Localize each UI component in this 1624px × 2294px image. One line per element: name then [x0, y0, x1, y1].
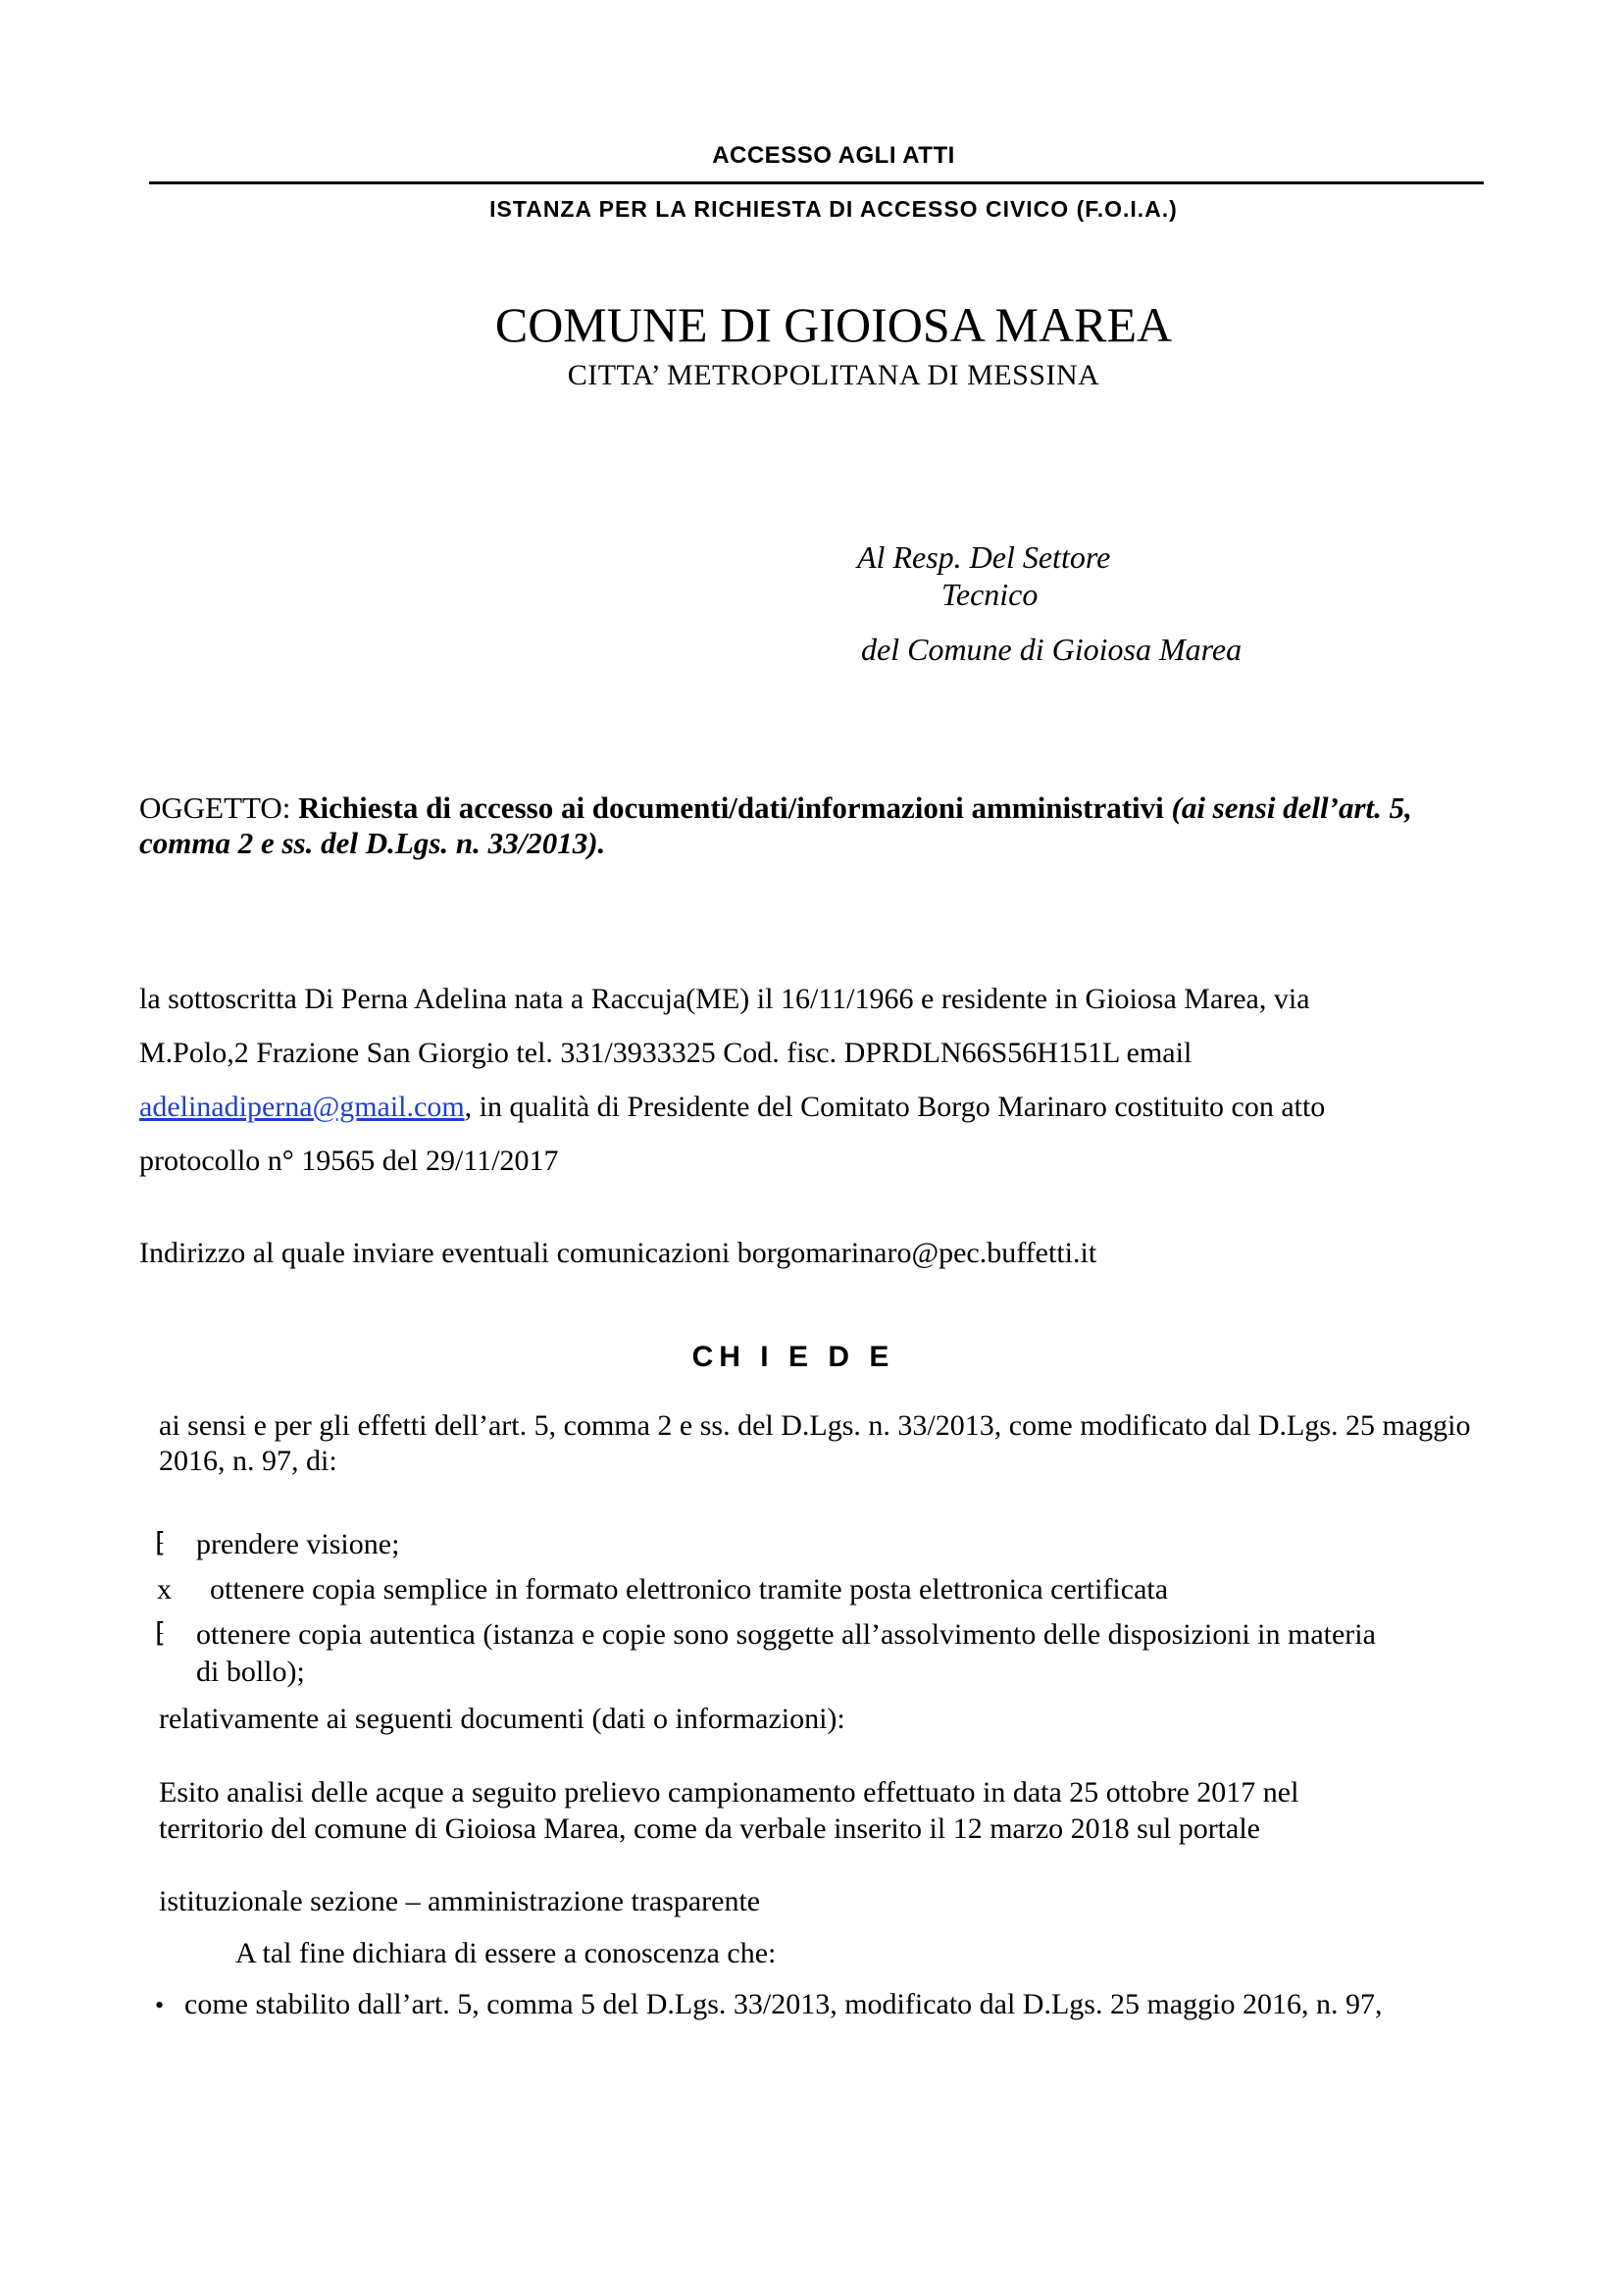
applicant-line-3-rest: , in qualità di Presidente del Comitato Borgo Marinaro costituito con atto	[464, 1091, 1326, 1123]
header-rule	[149, 181, 1484, 184]
option-1-checkbox-icon: ⁅	[155, 1526, 166, 1558]
option-3-text-continued: di bollo);	[196, 1656, 305, 1688]
document-header-title: ACCESSO AGLI ATTI	[712, 142, 955, 169]
request-intro: ai sensi e per gli effetti dell’art. 5, comma 2 e ss. del D.Lgs. n. 33/2013, come modificato dal D.Lgs. 25 maggio 2016, n. 97, di:	[159, 1409, 1471, 1477]
subject-label: OGGETTO:	[139, 790, 299, 825]
subject-italic-text: (ai sensi dell’art. 5, comma 2 e ss. del D.Lgs. n. 33/2013).	[139, 790, 1412, 860]
applicant-line-1: la sottoscritta Di Perna Adelina nata a Raccuja(ME) il 16/11/1966 e residente in Gioiosa Marea, via	[139, 983, 1310, 1015]
contact-address-line: Indirizzo al quale inviare eventuali comunicazioni borgomarinaro@pec.buffetti.it	[139, 1237, 1097, 1269]
option-1-text: prendere visione;	[196, 1528, 400, 1560]
option-3-text: ottenere copia autentica (istanza e copie sono soggette all’assolvimento delle disposizioni in materia	[196, 1618, 1376, 1651]
documents-text-line-1: Esito analisi delle acque a seguito prelievo campionamento effettuato in data 25 ottobre 2017 nel	[159, 1776, 1299, 1809]
documents-intro: relativamente ai seguenti documenti (dati o informazioni):	[159, 1703, 845, 1735]
applicant-line-3	[139, 1091, 1325, 1124]
declaration-intro: A tal fine dichiara di essere a conoscenza che:	[235, 1937, 777, 1969]
addressee-line-2: Tecnico	[941, 577, 1039, 612]
addressee-line-3: del Comune di Gioiosa Marea	[861, 632, 1243, 667]
bullet-icon: •	[155, 1991, 165, 2019]
documents-text-line-3: istituzionale sezione – amministrazione trasparente	[159, 1885, 761, 1917]
applicant-email-link[interactable]: adelinadiperna@gmail.com	[139, 1091, 465, 1123]
option-2-marker: x	[157, 1573, 172, 1606]
subject-bold-text: Richiesta di accesso ai documenti/dati/informazioni amministrativi	[298, 790, 1164, 825]
applicant-line-4: protocollo n° 19565 del 29/11/2017	[139, 1145, 559, 1177]
institution-name: COMUNE DI GIOIOSA MAREA	[494, 297, 1173, 352]
document-header-subtitle: ISTANZA PER LA RICHIESTA DI ACCESSO CIVICO (F.O.I.A.)	[489, 196, 1178, 222]
applicant-line-2: M.Polo,2 Frazione San Giorgio tel. 331/3933325 Cod. fisc. DPRDLN66S56H151L email	[139, 1037, 1193, 1069]
option-3-checkbox-icon: ⁅	[155, 1616, 166, 1649]
request-heading: CH I E D E	[691, 1341, 895, 1373]
addressee-line-1: Al Resp. Del Settore	[857, 539, 1111, 575]
bullet-text: come stabilito dall’art. 5, comma 5 del D.Lgs. 33/2013, modificato dal D.Lgs. 25 maggio 2016, n. 97,	[184, 1988, 1383, 2020]
documents-text-line-2: territorio del comune di Gioiosa Marea, come da verbale inserito il 12 marzo 2018 sul portale	[159, 1812, 1260, 1845]
institution-province: CITTA’ METROPOLITANA DI MESSINA	[567, 359, 1100, 391]
subject-paragraph	[139, 790, 1493, 861]
option-2-text: ottenere copia semplice in formato elettronico tramite posta elettronica certificata	[210, 1573, 1169, 1606]
